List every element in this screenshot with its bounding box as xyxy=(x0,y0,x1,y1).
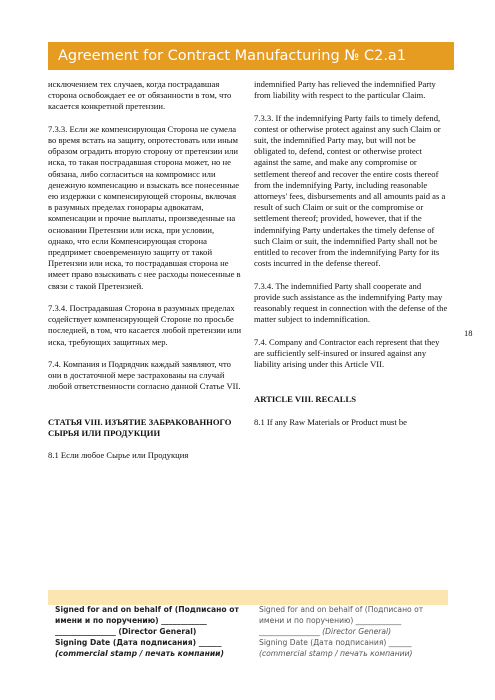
sig-left-line3: ________________ (Director General) xyxy=(55,627,197,636)
sig-right-line1: Signed for and on behalf of (Подписано от xyxy=(259,605,424,614)
page-number: 18 xyxy=(464,328,473,338)
sig-right-line2: имени и по поручению) ____________ xyxy=(259,616,402,625)
en-paragraph-8-1: 8.1 If any Raw Materials or Product must be xyxy=(254,416,407,427)
header-title: Agreement for Contract Manufacturing № C2.a1 xyxy=(58,48,407,64)
russian-column xyxy=(48,79,242,473)
document-header xyxy=(48,42,454,70)
en-paragraph-1: indemnified Party has relieved the indemnified Party from liability with respect to the particular Claim. xyxy=(254,79,436,101)
en-paragraph-7-3-4: 7.3.4. The indemnified Party shall cooperate and provide such assistance as the indemnifying Party may reasonably request in connection with the defense of the matter subject to indemnification. xyxy=(254,280,448,325)
bilingual-columns xyxy=(48,79,448,473)
sig-left-line5: (commercial stamp / печать компании) xyxy=(55,649,224,658)
section-gap xyxy=(48,404,242,417)
ru-article-heading: СТАТЬЯ VIII. ИЗЪЯТИЕ ЗАБРАКОВАННОГО СЫРЬЯ ИЛИ ПРОДУКЦИИ xyxy=(48,416,232,439)
en-article-heading: ARTICLE VIII. RECALLS xyxy=(254,394,356,405)
ru-paragraph-1: исключением тех случаев, когда пострадавшая сторона освобождает ее от обязанности в том, что касается конкретной претензии. xyxy=(48,79,232,112)
en-paragraph-7-4: 7.4. Company and Contractor each represent that they are sufficiently self-insured or insured against any liability arising under this Article VII. xyxy=(254,336,440,370)
sig-right-line5: (commercial stamp / печать компании) xyxy=(259,649,413,658)
en-paragraph-7-3-3: 7.3.3. If the indemnifying Party fails to timely defend, contest or otherwise protect against any such Claim or suit, the indemnified Party may, but will not be obligated to, defend, contest or otherwise protect against the same, and make any compromise or settlement thereof and recover the entire costs thereof from the indemnifying Party, including reasonable attorneys' fees, disbursements and all amounts paid as a result of such Claim or suit or the compromise or settlement thereof; provided, however, that if the indemnifying Party undertakes the timely defense of such Claim or suit, the indemnified Party shall not be entitled to recover from the indemnifying Party for its costs incurred in the defense thereof. xyxy=(254,112,446,269)
ru-paragraph-8-1: 8.1 Если любое Сырье или Продукция xyxy=(48,450,189,461)
sig-left-line4: Signing Date (Дата подписания) ______ xyxy=(55,638,222,647)
signature-block-left xyxy=(55,604,251,659)
sig-left-line2: имени и по поручению) ____________ xyxy=(55,616,207,625)
ru-paragraph-7-4: 7.4. Компания и Подрядчик каждый заявляют, что они в достаточной мере застрахованы на случай любой ответственности согласно данной Статье VII. xyxy=(48,359,241,392)
sig-right-line3: ________________ (Director General) xyxy=(259,627,392,636)
sig-right-line4: Signing Date (Дата подписания) ______ xyxy=(259,638,412,647)
ru-paragraph-7-3-4: 7.3.4. Пострадавшая Сторона в разумных пределах содействует компенсирующей Стороне по просьбе последней, в том, что касается любой претензии или иска, требующих защитных мер. xyxy=(48,303,242,347)
section-gap xyxy=(254,381,448,394)
signature-block-right xyxy=(259,604,455,659)
english-column xyxy=(254,79,448,473)
ru-paragraph-7-3-3: 7.3.3. Если же компенсирующая Сторона не сумела во время встать на защиту, опротестовать или иным образом оградить вторую сторону от претензии или иска, то такая пострадавшая сторона может, но не обязана, либо согласиться на компромисс или денежную компенсацию и взыскать все понесенные ею издержки с компенсирующей стороны, включая в разумных пределах гонорары адвокатам, компенсации и прочие выплаты, произведенные на основании Претензии или иска, при условии, однако, что если Компенсирующая сторона предпримет своевременную защиту от такой Претензии или иска, то пострадавшая сторона не имеет право взыскивать с нее расходы понесенные в связи с такой Претензией. xyxy=(48,123,241,291)
footer-band xyxy=(48,590,448,605)
sig-left-line1: Signed for and on behalf of (Подписано от xyxy=(55,605,239,614)
